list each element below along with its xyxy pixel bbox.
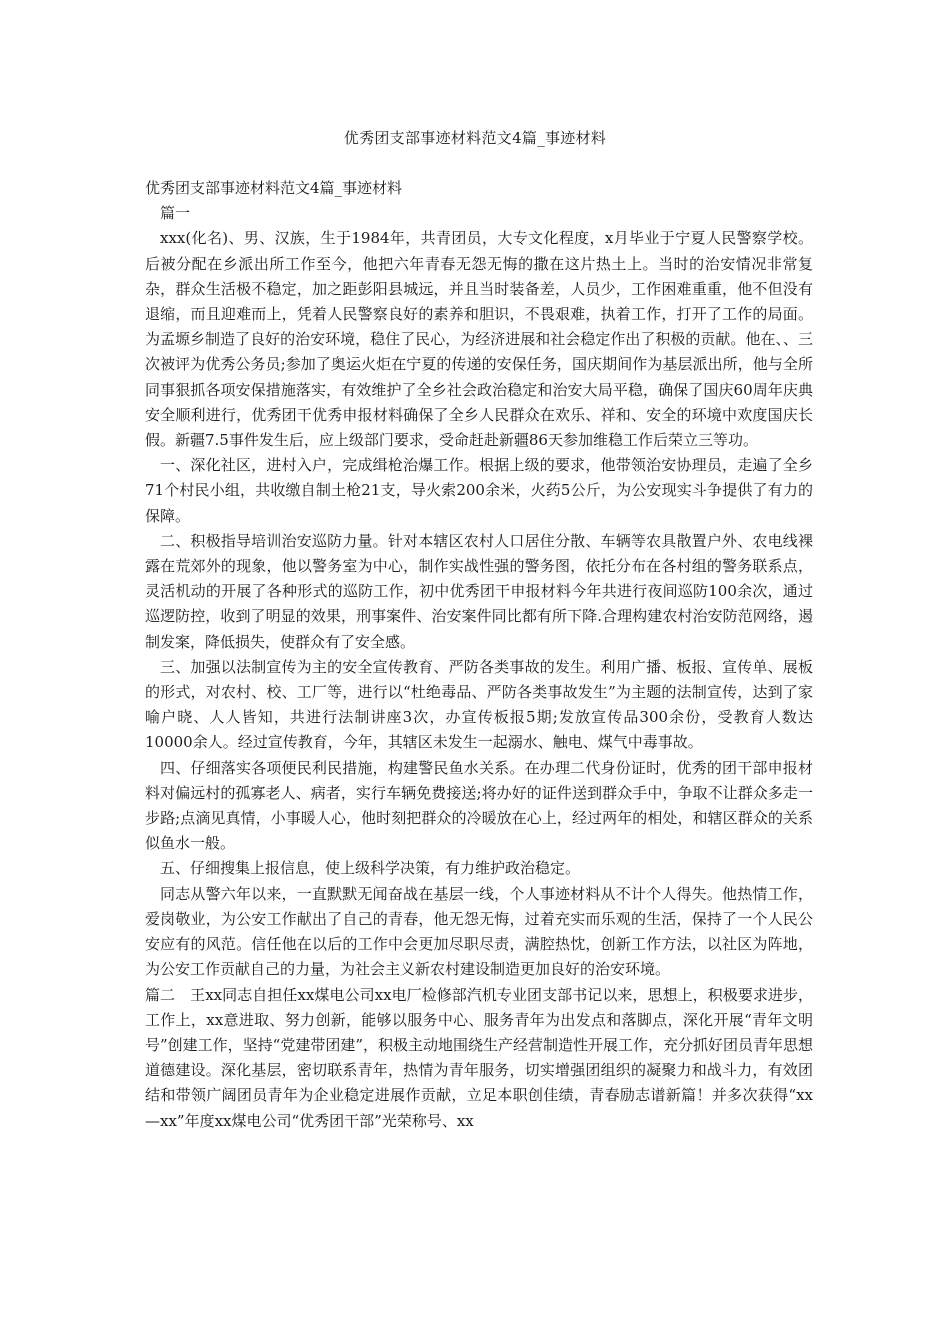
paragraph-point-two: 二、积极指导培训治安巡防力量。针对本辖区农村人口居住分散、车辆等农具散置户外、农电线裸露在荒郊外的现象，他以警务室为中心，制作实战性强的警务图，依托分布在各村组的警务联系点，灵活机动的开展了各种形式的巡防工作，初中优秀团干申报材料今年共进行夜间巡防100余次，通过巡逻防控，收到了明显的效果，刑事案件、治安案件同比都有所下降.合理构建农村治安防范网络，遏制发案，降低损失，使群众有了安全感。 [145, 531, 813, 651]
paragraph-point-three: 三、加强以法制宣传为主的安全宣传教育、严防各类事故的发生。利用广播、板报、宣传单、展板的形式，对农村、校、工厂等，进行以“杜绝毒品、严防各类事故发生”为主题的法制宣传，达到了家喻户晓、人人皆知，共进行法制讲座3次，办宣传板报5期;发放宣传品300余份，受教育人数达10000余人。经过宣传教育，今年，其辖区未发生一起溺水、触电、煤气中毒事故。 [145, 657, 813, 752]
paragraph-summary: 同志从警六年以来，一直默默无闻奋战在基层一线，个人事迹材料从不计个人得失。他热情工作，爱岗敬业，为公安工作献出了自己的青春，他无怨无悔，过着充实而乐观的生活，保持了一个人民公安应有的风范。信任他在以后的工作中会更加尽职尽责，满腔热忱，创新工作方法，以社区为阵地，为公安工作贡献自己的力量，为社会主义新农村建设制造更加良好的治安环境。 [145, 884, 813, 979]
section-one-heading: 篇一 [160, 204, 191, 223]
paragraph-intro: xxx(化名)、男、汉族，生于1984年，共青团员，大专文化程度，x月毕业于宁夏人民警察学校。后被分配在乡派出所工作至今，他把六年青春无怨无悔的撒在这片热土上。当时的治安情况非常复杂，群众生活极不稳定，加之距彭阳县城远，并且当时装备差，人员少，工作困难重重，他不但没有退缩，而且迎难而上，凭着人民警察良好的素养和胆识，不畏艰难，执着工作，打开了工作的局面。为孟塬乡制造了良好的治安环境，稳住了民心，为经济进展和社会稳定作出了积极的贡献。他在、、三次被评为优秀公务员;参加了奥运火炬在宁夏的传递的安保任务，国庆期间作为基层派出所，他与全所同事狠抓各项安保措施落实，有效维护了全乡社会政治稳定和治安大局平稳，确保了国庆60周年庆典安全顺利进行，优秀团干优秀申报材料确保了全乡人民群众在欢乐、祥和、安全的环境中欢度国庆长假。新疆7.5事件发生后，应上级部门要求，受命赶赴新疆86天参加维稳工作后荣立三等功。 [145, 229, 813, 450]
document-body [145, 176, 813, 1134]
paragraph-point-five: 五、仔细搜集上报信息，使上级科学决策，有力维护政治稳定。 [160, 859, 581, 878]
paragraph-point-four: 四、仔细落实各项便民利民措施，构建警民鱼水关系。在办理二代身份证时，优秀的团干部申报材料对偏远村的孤寡老人、病者，实行车辆免费接送;将办好的证件送到群众手中，争取不让群众多走一步路;点滴见真情，小事暖人心，他时刻把群众的冷暖放在心上，经过两年的相处，和辖区群众的关系似鱼水一般。 [145, 758, 813, 853]
document-subtitle: 优秀团支部事迹材料范文4篇_事迹材料 [145, 179, 403, 197]
paragraph-point-one: 一、深化社区，进村入户，完成缉枪治爆工作。根据上级的要求，他带领治安协理员，走遍了全乡71个村民小组，共收缴自制土枪21支，导火索200余米，火药5公斤，为公安现实斗争提供了有力的保障。 [145, 456, 813, 525]
paragraph-section-two: 篇二 王xx同志自担任xx煤电公司xx电厂检修部汽机专业团支部书记以来，思想上，积极要求进步，工作上，xx意进取、努力创新，能够以服务中心、服务青年为出发点和落脚点，深化开展“青年文明号”创建工作，坚持“党建带团建”，积极主动地围绕生产经营制造性开展工作，充分抓好团员青年思想道德建设。深化基层，密切联系青年，热情为青年服务，切实增强团组织的凝聚力和战斗力，有效团结和带领广阔团员青年为企业稳定进展作贡献，立足本职创佳绩，青春励志谱新篇！并多次获得“xx—xx”年度xx煤电公司“优秀团干部”光荣称号、xx [145, 985, 814, 1130]
document-title: 优秀团支部事迹材料范文4篇_事迹材料 [343, 129, 607, 147]
